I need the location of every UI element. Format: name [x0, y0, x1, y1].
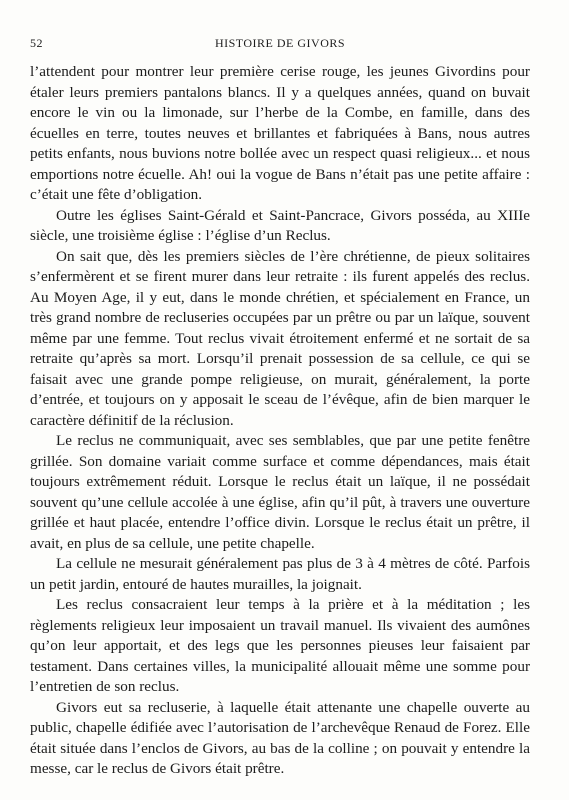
paragraph-5: La cellule ne mesurait généralement pas plus de 3 à 4 mètres de côté. Parfois un petit jardin, entouré de hautes murailles, la joignait. [30, 555, 530, 593]
paragraph-3: On sait que, dès les premiers siècles de l’ère chrétienne, de pieux solitaires s’enfermèrent et se firent murer dans leur retraite : ils furent appelés des reclus. Au Moyen Age, il y eut, dans le monde chrétien, et spécialement en France, un très grand nombre de recluseries occupées par un prêtre ou par un laïque, souvent même par une femme. Tout reclus vivait étroitement enfermé et ne sortait de sa retraite qu’après sa mort. Lorsqu’il prenait possession de sa cellule, ce qui se faisait avec une grande pompe religieuse, on murait, généralement, la porte d’entrée, et toujours on y apposait le sceau de l’évêque, afin de bien marquer le caractère définitif de la réclusion. [30, 247, 530, 429]
page-number: 52 [30, 36, 43, 50]
paragraph-7: Givors eut sa recluserie, à laquelle était attenante une chapelle ouverte au public, chapelle édifiée avec l’autorisation de l’archevêque Renaud de Forez. Elle était située dans l’enclos de Givors, au bas de la colline ; on pouvait y entendre la messe, car le reclus de Givors était prêtre. [30, 698, 530, 777]
running-title: HISTOIRE DE GIVORS [214, 36, 346, 50]
paragraph-4: Le reclus ne communiquait, avec ses semblables, que par une petite fenêtre grillée. Son domaine variait comme surface et comme dépendances, mais était toujours extrêmement réduit. Lorsque le reclus était un laïque, il ne possédait souvent qu’une cellule accolée à une église, afin qu’il pût, à travers une ouverture grillée et haut placée, entendre l’office divin. Lorsque le reclus était un prêtre, il avait, en plus de sa cellule, une petite chapelle. [30, 432, 530, 552]
page-header [30, 36, 530, 52]
paragraph-6: Les reclus consacraient leur temps à la prière et à la méditation ; les règlements religieux leur imposaient un travail manuel. Ils vivaient des aumônes qu’on leur apportait, et des legs que les personnes pieuses leur faisaient par testament. Dans certaines villes, la municipalité allouait même une somme pour l’entretien de son reclus. [30, 596, 530, 695]
body-text [30, 62, 530, 780]
paragraph-1: l’attendent pour montrer leur première cerise rouge, les jeunes Givordins pour étaler leurs premiers pantalons blancs. Il y a quelques années, quand on buvait encore le vin ou la limonade, sur l’herbe de la Combe, en famille, dans des écuelles en terre, toutes neuves et brillantes et fabriquées à Bans, nous autres petits enfants, nous buvions notre bollée avec un respect quasi religieux... et nous emportions notre écuelle. Ah! oui la vogue de Bans n’était pas une petite affaire : c’était une fête d’obligation. [30, 63, 530, 203]
paragraph-2: Outre les églises Saint-Gérald et Saint-Pancrace, Givors posséda, au XIIIe siècle, une troisième église : l’église d’un Reclus. [30, 206, 530, 244]
